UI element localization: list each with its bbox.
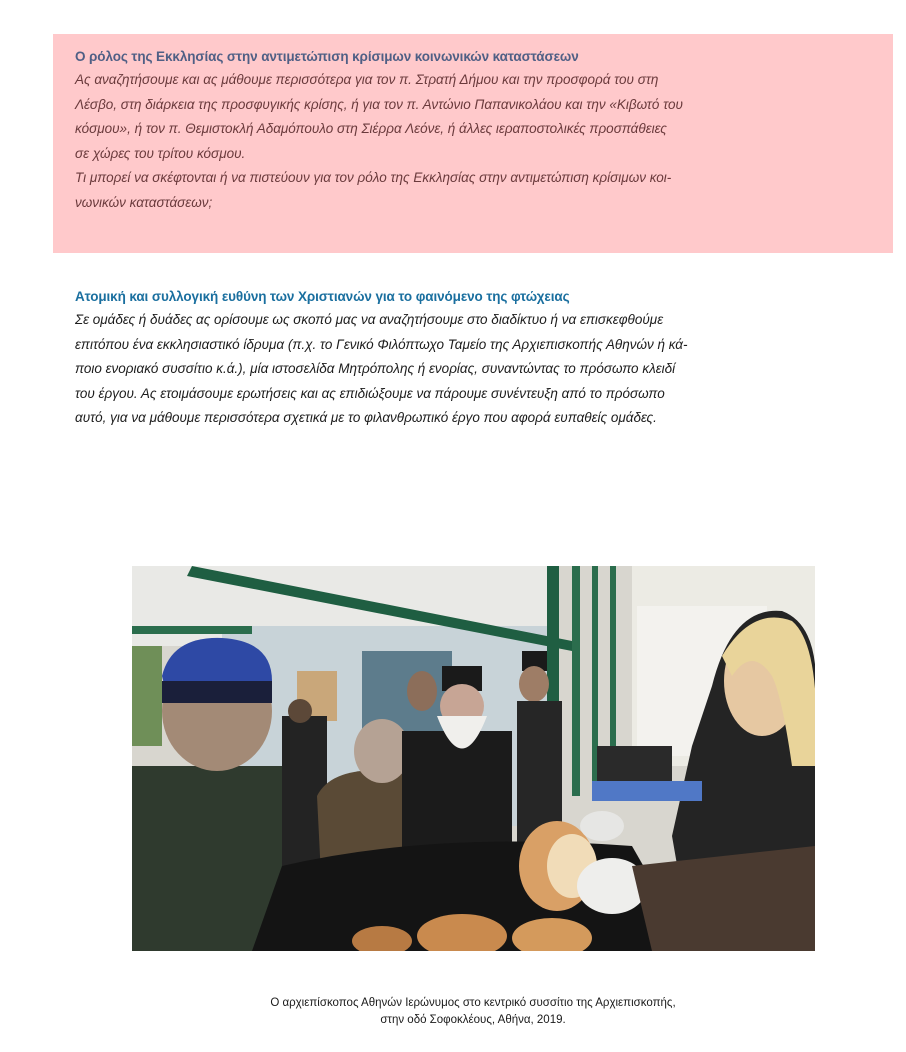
section-line: του έργου. Ας ετοιμάσουμε ερωτήσεις και ας επιδιώξουμε να πάρουμε συνέντευξη από το πρόσωπο bbox=[75, 385, 665, 401]
section-title: Ατομική και συλλογική ευθύνη των Χριστιανών για το φαινόμενο της φτώχειας bbox=[75, 289, 570, 304]
callout-line: Λέσβο, στη διάρκεια της προσφυγικής κρίσης, ή για τον π. Αντώνιο Παπανικολάου και την «Κιβωτό του bbox=[75, 96, 683, 112]
callout-line: Τι μπορεί να σκέφτονται ή να πιστεύουν για τον ρόλο της Εκκλησίας στην αντιμετώπιση κρίσιμων κοι- bbox=[75, 170, 672, 185]
callout-line: Ας αναζητήσουμε και ας μάθουμε περισσότερα για τον π. Στρατή Δήμου και την προσφορά του στη bbox=[75, 72, 659, 87]
section-line: ποιο ενοριακό συσσίτιο κ.ά.), μία ιστοσελίδα Μητρόπολης ή ενορίας, συναντώντας το πρόσωπο κλειδί bbox=[75, 361, 676, 377]
poverty-responsibility-section bbox=[75, 286, 875, 431]
soup-kitchen-photo bbox=[132, 566, 815, 951]
callout-line: κόσμου», ή τον π. Θεμιστοκλή Αδαμόπουλο στη Σιέρρα Λεόνε, ή άλλες ιεραποστολικές προσπάθειες bbox=[75, 121, 667, 136]
photo-caption bbox=[130, 995, 816, 1029]
activity-callout-box bbox=[53, 34, 893, 253]
section-line: επιτόπου ένα εκκλησιαστικό ίδρυμα (π.χ. το Γενικό Φιλόπτωχο Ταμείο της Αρχιεπισκοπής Αθηνών ή κά- bbox=[75, 336, 688, 352]
callout-line: σε χώρες του τρίτου κόσμου. bbox=[75, 145, 246, 161]
callout-line: νωνικών καταστάσεων; bbox=[75, 194, 213, 210]
photo-illustration bbox=[132, 566, 815, 951]
caption-line: Ο αρχιεπίσκοπος Αθηνών Ιερώνυμος στο κεντρικό συσσίτιο της Αρχιεπισκοπής, bbox=[270, 997, 676, 1009]
callout-body bbox=[75, 68, 871, 215]
section-line: Σε ομάδες ή δυάδες ας ορίσουμε ως σκοπό μας να αναζητήσουμε στο διαδίκτυο ή να επισκεφθούμε bbox=[75, 312, 664, 327]
section-body bbox=[75, 308, 875, 431]
caption-line: στην οδό Σοφοκλέους, Αθήνα, 2019. bbox=[380, 1014, 566, 1026]
callout-title: Ο ρόλος της Εκκλησίας στην αντιμετώπιση κρίσιμων κοινωνικών καταστάσεων bbox=[75, 49, 579, 64]
section-line: αυτό, για να μάθουμε περισσότερα σχετικά με το φιλανθρωπικό έργο που αφορά ευπαθείς ομάδες. bbox=[75, 410, 657, 426]
